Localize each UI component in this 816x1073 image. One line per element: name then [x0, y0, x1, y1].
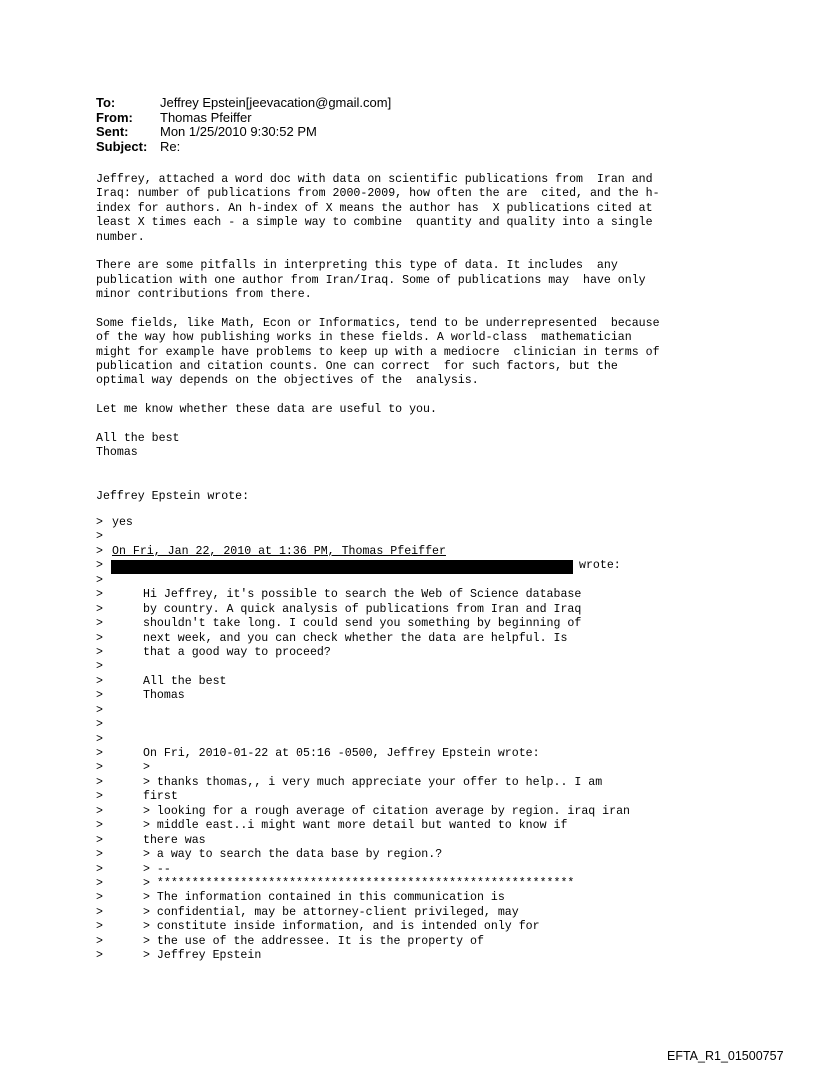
quote-marker: > — [96, 732, 103, 746]
quote-marker: > — [96, 804, 103, 818]
quote-marker: > — [96, 833, 103, 847]
quote-marker: > — [96, 775, 103, 789]
sent-row — [96, 125, 391, 140]
paragraph-3 — [96, 317, 660, 389]
quote-marker: > — [96, 631, 103, 645]
body-line: Iraq: number of publications from 2000-2009, how often the are cited, and the h- — [96, 187, 660, 201]
quote-marker: > — [96, 573, 103, 587]
quote-line: > ************************************************************ — [143, 876, 575, 890]
from-label: From: — [96, 109, 133, 125]
quote-signature: Thomas — [143, 689, 185, 703]
quote-marker: > — [96, 559, 103, 573]
quote-marker: > — [96, 819, 103, 833]
subject-row — [96, 140, 391, 155]
subject-label: Subject: — [96, 138, 148, 154]
quote-line: > thanks thomas,, i very much appreciate your offer to help.. I am — [143, 775, 603, 789]
quote-line: Hi Jeffrey, it's possible to search the Web of Science database — [143, 588, 582, 602]
quote-line: > -- — [143, 862, 171, 876]
body-line: number. — [96, 230, 145, 244]
quote-marker: > — [96, 602, 103, 616]
body-line: might for example have problems to keep up with a mediocre clinician in terms of — [96, 345, 660, 359]
quote-line: first — [143, 790, 178, 804]
quote-yes: yes — [112, 516, 133, 529]
email-body — [96, 173, 660, 504]
body-line: publication and citation counts. One can correct for such factors, but the — [96, 360, 618, 374]
quote-line: shouldn't take long. I could send you something by beginning of — [143, 617, 582, 631]
body-line: of the way how publishing works in these fields. A world-class mathematician — [96, 331, 632, 345]
wrote-line: Jeffrey Epstein wrote: — [96, 489, 250, 503]
subject-value: Re: — [160, 138, 181, 154]
blank-line — [96, 475, 660, 489]
from-row — [96, 111, 391, 126]
signoff: All the best — [96, 432, 180, 446]
paragraph-2 — [96, 259, 660, 302]
quote-inner-on-line: On Fri, 2010-01-22 at 05:16 -0500, Jeffrey Epstein wrote: — [143, 747, 540, 760]
sent-label: Sent: — [96, 124, 129, 139]
quote-marker: > — [96, 718, 103, 732]
quote-marker: > — [96, 790, 103, 804]
quote-marker: > — [96, 588, 103, 602]
from-value: Thomas Pfeiffer — [160, 109, 252, 125]
quote-marker: > — [96, 934, 103, 948]
quote-marker: > — [96, 905, 103, 919]
email-header — [96, 96, 391, 154]
body-line: index for authors. An h-index of X means the author has X publications cited at — [96, 201, 653, 215]
to-row — [96, 96, 391, 111]
signoff-block — [96, 432, 660, 461]
quote-marker: > — [96, 516, 103, 529]
quote-marker: > — [96, 674, 103, 688]
redaction-bar — [111, 560, 573, 574]
body-line: There are some pitfalls in interpreting this type of data. It includes any — [96, 259, 618, 273]
quote-marker: > — [96, 703, 103, 717]
paragraph-4 — [96, 403, 660, 417]
quote-line: > The information contained in this communication is — [143, 891, 505, 905]
quote-marker: > — [96, 761, 103, 775]
quote-line: > middle east..i might want more detail but wanted to know if — [143, 819, 568, 833]
quote-marker: > — [96, 530, 103, 544]
quote-marker: > — [96, 862, 103, 876]
quote-marker: > — [96, 747, 103, 760]
paragraph-1 — [96, 173, 660, 245]
signature: Thomas — [96, 446, 138, 460]
quote-marker: > — [96, 949, 103, 963]
quote-marker: > — [96, 645, 103, 659]
quote-line: > the use of the addressee. It is the property of — [143, 934, 484, 948]
quote-line: there was — [143, 833, 206, 847]
body-line: optimal way depends on the objectives of the analysis. — [96, 374, 479, 388]
quote-signoff: All the best — [143, 674, 227, 688]
to-value: Jeffrey Epstein[jeevacation@gmail.com] — [160, 95, 392, 110]
quote-marker: > — [96, 920, 103, 934]
body-line: least X times each - a simple way to combine quantity and quality into a single — [96, 216, 653, 230]
body-line: Let me know whether these data are useful to you. — [96, 403, 437, 417]
body-line: Jeffrey, attached a word doc with data on scientific publications from Iran and — [96, 173, 653, 186]
quote-marker: > — [96, 891, 103, 905]
quote-line: by country. A quick analysis of publications from Iran and Iraq — [143, 602, 582, 616]
quote-marker: > — [96, 848, 103, 862]
body-line: Some fields, like Math, Econ or Informatics, tend to be underrepresented because — [96, 316, 660, 330]
quote-on-line: On Fri, Jan 22, 2010 at 1:36 PM, Thomas Pfeiffer — [112, 544, 446, 558]
quote-line: > looking for a rough average of citation average by region. iraq iran — [143, 804, 631, 818]
quote-line: > a way to search the data base by region.? — [143, 848, 443, 862]
bates-number: EFTA_R1_01500757 — [667, 1049, 784, 1063]
quote-line: > confidential, may be attorney-client privileged, may — [143, 905, 519, 919]
quote-line: that a good way to proceed? — [143, 645, 331, 659]
quote-line: > Jeffrey Epstein — [143, 949, 262, 963]
quote-marker: > — [96, 617, 103, 631]
body-line: publication with one author from Iran/Iraq. Some of publications may have only — [96, 273, 646, 287]
body-line: minor contributions from there. — [96, 288, 312, 302]
quote-marker: > — [96, 876, 103, 890]
quote-wrote-end: wrote: — [579, 559, 621, 573]
quote-line: next week, and you can check whether the data are helpful. Is — [143, 631, 568, 645]
quote-line: > — [143, 761, 150, 775]
quote-marker: > — [96, 660, 103, 674]
quote-marker: > — [96, 689, 103, 703]
to-label: To: — [96, 95, 116, 110]
sent-value: Mon 1/25/2010 9:30:52 PM — [160, 124, 317, 139]
quote-marker: > — [96, 544, 103, 558]
quote-line: > constitute inside information, and is intended only for — [143, 920, 540, 934]
